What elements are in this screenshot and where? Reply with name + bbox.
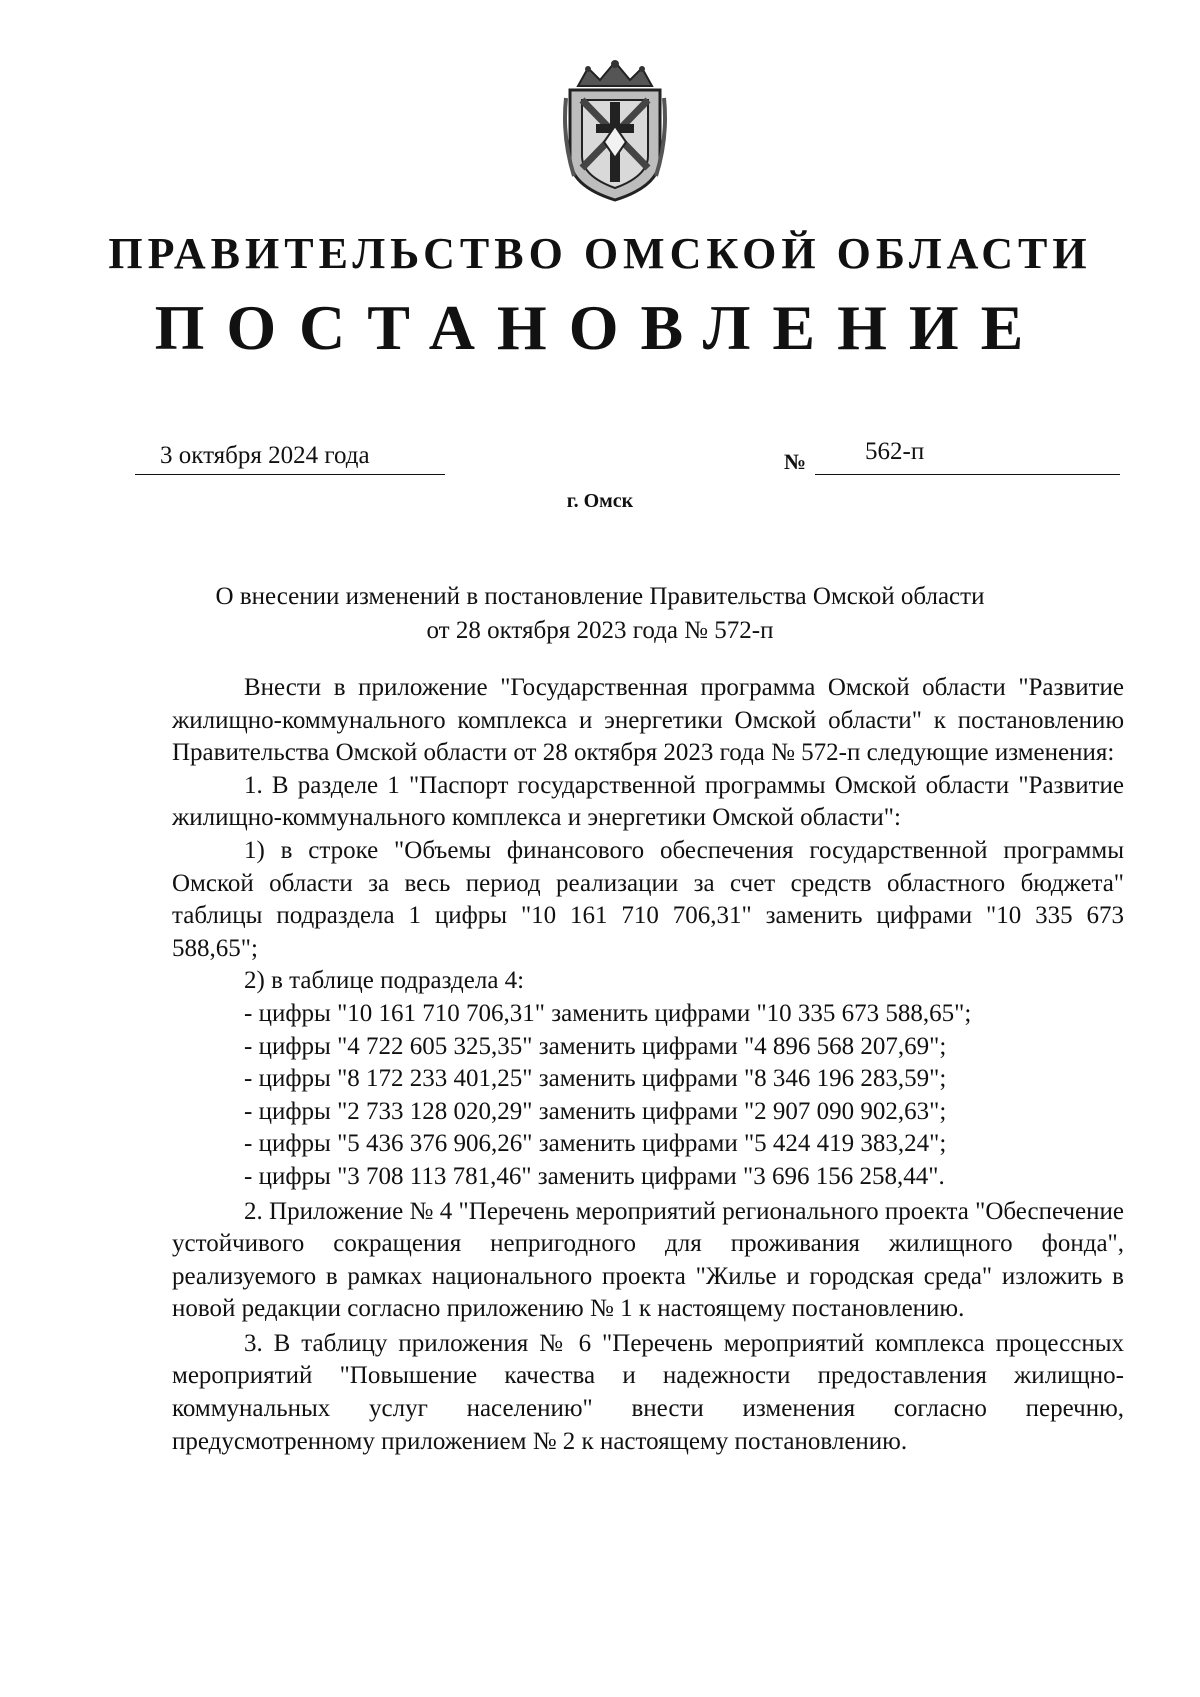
- body-paragraph: 2. Приложение № 4 "Перечень мероприятий регионального проекта "Обеспечение устойчивого сокращения непригодного для проживания жилищного фонда", реализуемого в рамках национального проекта "Жилье и городская среда" изложить в новой редакции согласно приложению № 1 к настоящему постановлению.: [172, 1197, 1124, 1323]
- omsk-region-coat-of-arms-icon: [560, 58, 670, 204]
- document-date-field: [135, 440, 445, 475]
- document-number-field: [815, 440, 1120, 475]
- number-label: №: [784, 449, 807, 474]
- body-paragraph: - цифры "4 722 605 325,35" заменить цифрами "4 896 568 207,69";: [244, 1032, 947, 1060]
- body-paragraph: - цифры "8 172 233 401,25" заменить цифрами "8 346 196 283,59";: [244, 1065, 947, 1093]
- body-paragraph: - цифры "3 708 113 781,46" заменить цифрами "3 696 156 258,44".: [244, 1162, 945, 1190]
- document-number: 562-п: [865, 438, 925, 465]
- body-paragraph: 1) в строке "Объемы финансового обеспечения государственной программы Омской области за весь период реализации за счет средств областного бюджета" таблицы подраздела 1 цифры "10 161 710 706,31" заменить цифрами "10 335 673 588,65";: [172, 836, 1124, 962]
- body-paragraph: Внести в приложение "Государственная программа Омской области "Развитие жилищно-коммунального комплекса и энергетики Омской области" к постановлению Правительства Омской области от 28 октября 2023 года № 572-п следующие изменения:: [172, 674, 1124, 767]
- body-paragraph: 3. В таблицу приложения № 6 "Перечень мероприятий комплекса процессных мероприятий "Повышение качества и надежности предоставления жилищно-коммунальных услуг населению" внести изменения согласно перечню, предусмотренному приложением № 2 к настоящему постановлению.: [172, 1329, 1124, 1455]
- body-paragraph: 2) в таблице подраздела 4:: [244, 967, 525, 995]
- subject-line-2: от 28 октября 2023 года № 572-п: [426, 617, 774, 644]
- body-paragraph: - цифры "2 733 128 020,29" заменить цифрами "2 907 090 902,63";: [244, 1097, 947, 1125]
- document-type-title: ПОСТАНОВЛЕНИЕ: [154, 292, 1046, 363]
- body-paragraph: - цифры "5 436 376 906,26" заменить цифрами "5 424 419 383,24";: [244, 1130, 947, 1158]
- subject-line-1: О внесении изменений в постановление Правительства Омской области: [215, 583, 985, 610]
- city-label: г. Омск: [566, 490, 634, 512]
- body-paragraph: 1. В разделе 1 "Паспорт государственной программы Омской области "Развитие жилищно-коммунального комплекса и энергетики Омской области":: [172, 771, 1124, 832]
- document-date: 3 октября 2024 года: [160, 442, 370, 469]
- body-paragraph: - цифры "10 161 710 706,31" заменить цифрами "10 335 673 588,65";: [244, 999, 972, 1027]
- government-title: ПРАВИТЕЛЬСТВО ОМСКОЙ ОБЛАСТИ: [108, 229, 1092, 278]
- document-subject: [100, 580, 1100, 648]
- document-body: [172, 672, 1124, 1458]
